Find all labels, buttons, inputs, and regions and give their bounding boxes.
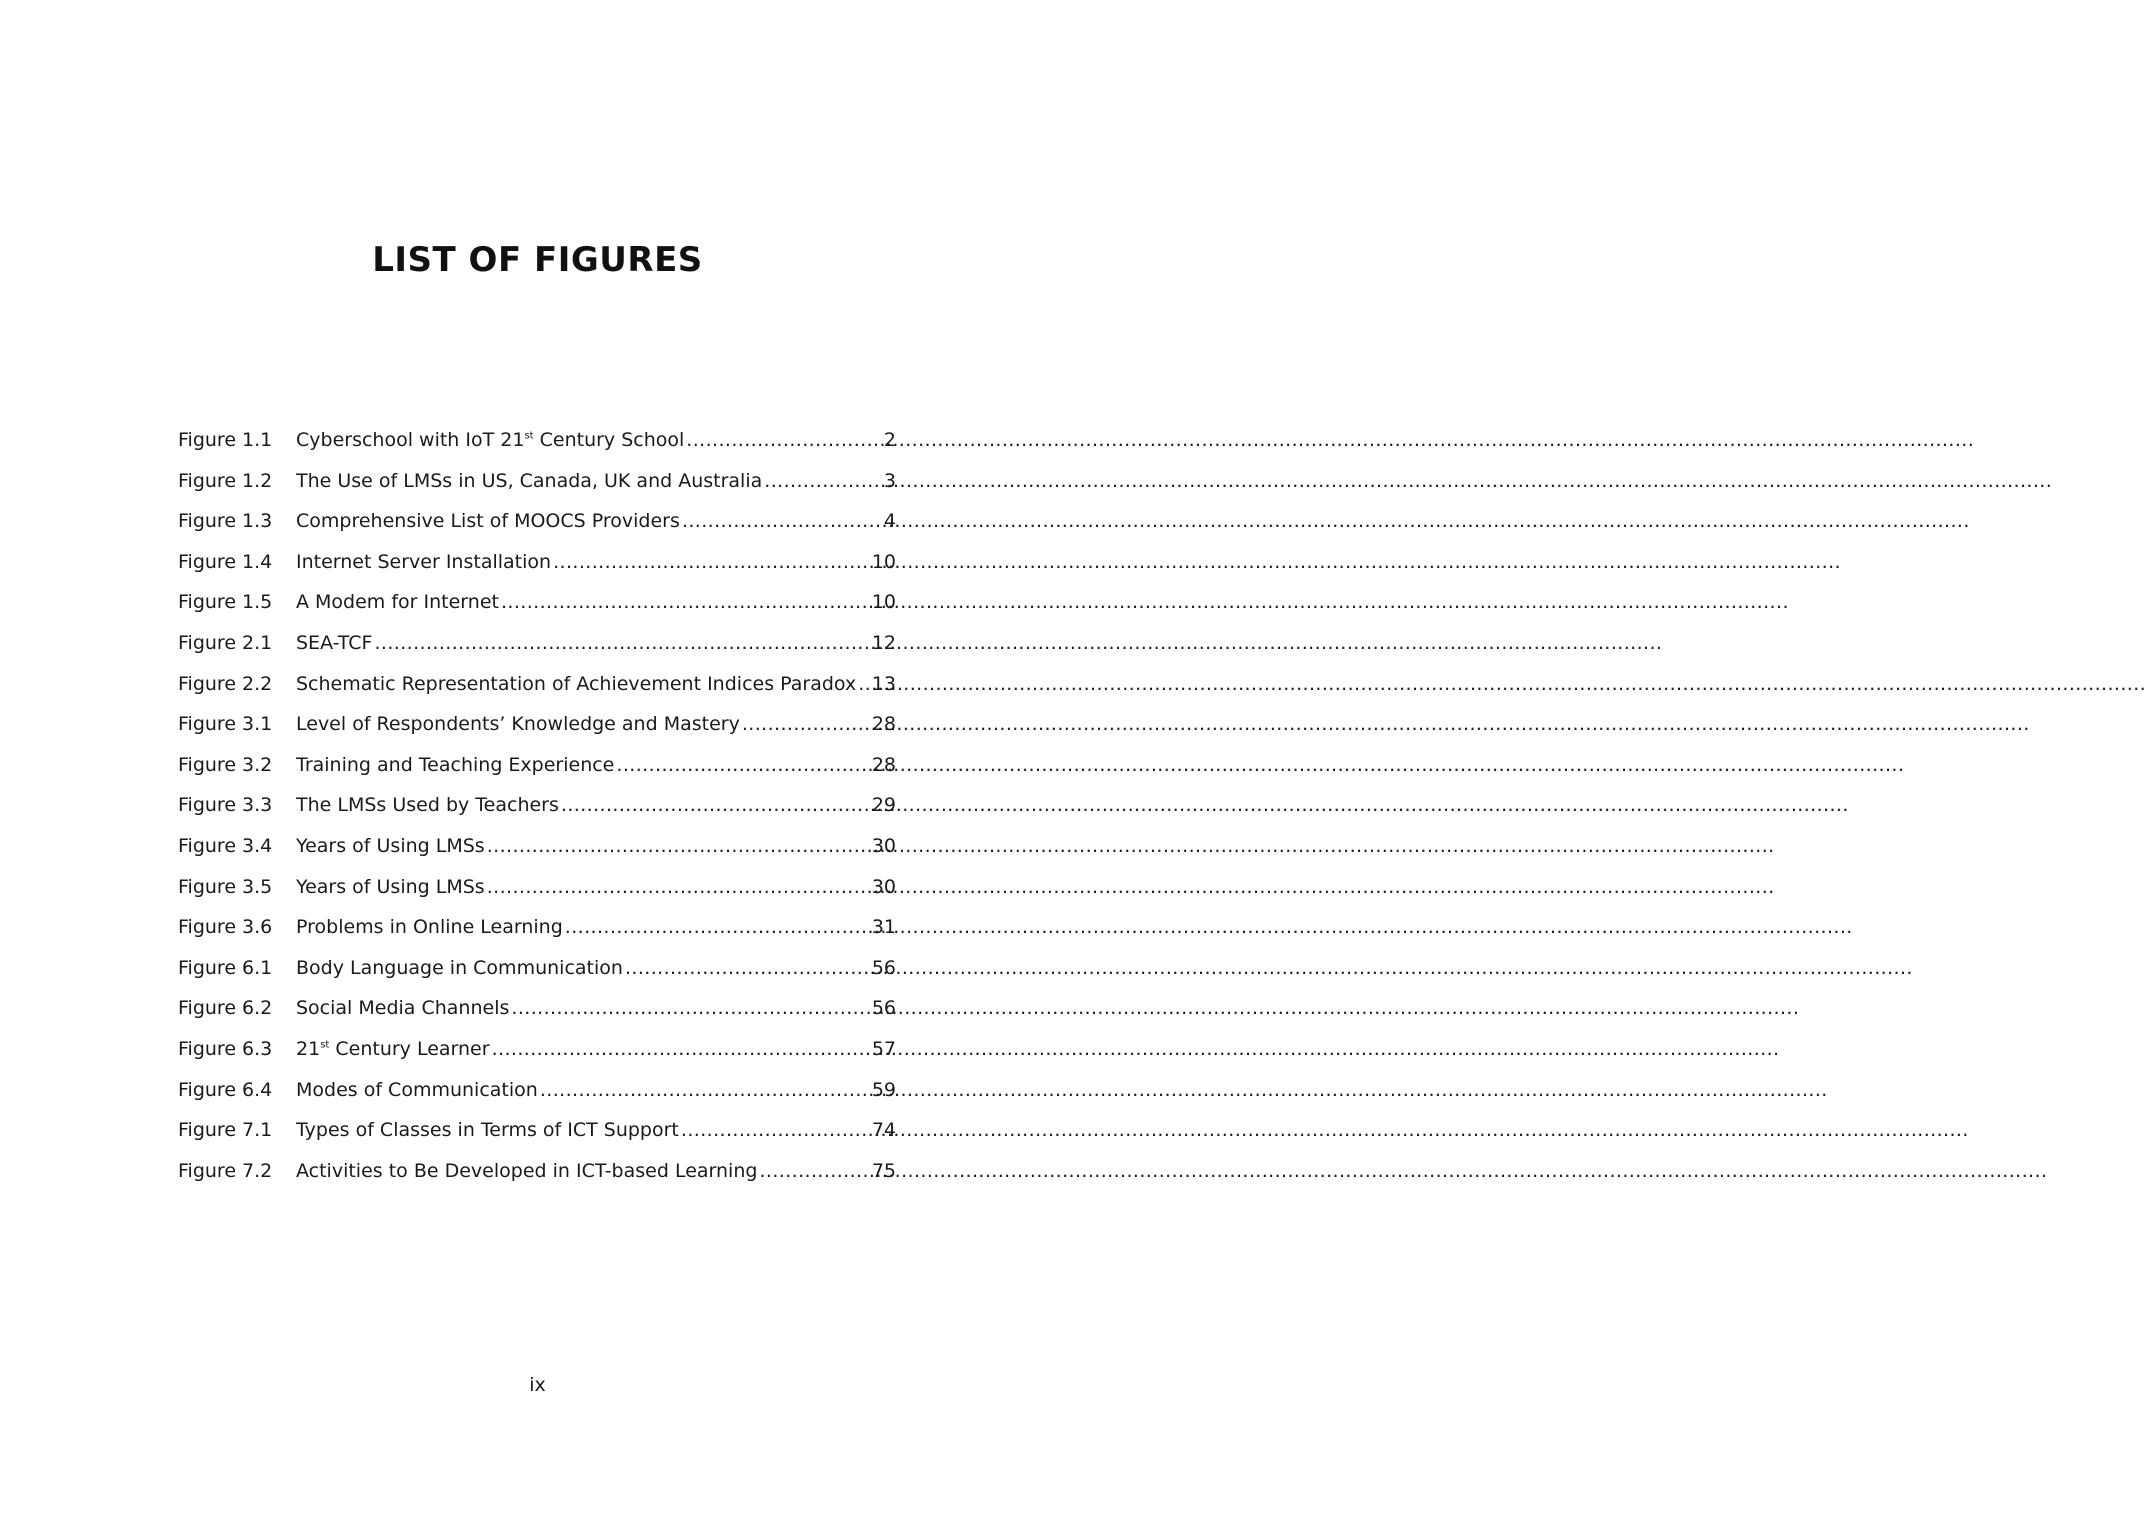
figure-entry[interactable] [178,542,896,583]
figure-page-number: 13 [871,672,896,695]
figure-label: Figure 2.2 [178,672,273,695]
dot-leader [487,826,870,867]
figure-title-text: Century Learner [329,1037,490,1060]
figure-page-number: 29 [871,794,896,817]
figure-title [296,745,614,786]
figure-page-number: 56 [871,997,896,1020]
figure-title-text: Body Language in Communication [296,956,623,979]
figure-title-text: The Use of LMSs in US, Canada, UK and Australia [296,469,763,492]
figure-title-text: Cyberschool with IoT 21 [296,429,525,451]
figure-title [296,542,551,583]
dot-leader [374,623,869,664]
figure-entry[interactable] [178,1070,896,1111]
figure-label: Figure 2.1 [178,631,273,654]
figure-list [178,420,896,1191]
dot-leader [759,1151,869,1192]
dot-leader [681,1110,870,1151]
figure-title-text: Training and Teaching Experience [296,753,615,776]
figure-label: Figure 1.4 [178,550,273,573]
figure-page-number: 74 [871,1119,896,1142]
ordinal-superscript: st [320,1039,330,1051]
dot-leader [682,501,882,542]
figure-label: Figure 3.5 [178,875,273,898]
figure-entry[interactable] [178,501,896,542]
dot-leader [553,542,870,583]
figure-label: Figure 3.6 [178,916,273,939]
figure-title [296,420,684,461]
figure-page-number: 10 [871,550,896,573]
figure-page-number: 30 [871,875,896,898]
figure-page-number: 28 [871,713,896,736]
figure-entry[interactable] [178,704,896,745]
figure-title-text: Level of Respondents’ Knowledge and Mastery [296,713,740,736]
figure-entry[interactable] [178,948,896,989]
figure-title [296,907,563,948]
figure-title-text: Years of Using LMSs [296,875,485,898]
dot-leader [625,948,870,989]
figure-title [296,988,509,1029]
figure-label: Figure 3.1 [178,713,273,736]
figure-title [296,826,485,867]
figure-title [296,867,485,908]
figure-title [296,461,762,502]
figure-page-number: 4 [883,510,896,533]
figure-title [296,1151,757,1192]
dot-leader [858,664,870,705]
figure-entry[interactable] [178,745,896,786]
page-title: LIST OF FIGURES [372,240,703,280]
figure-page-number: 3 [883,469,896,492]
dot-leader [742,704,870,745]
figure-title-text: SEA-TCF [296,631,373,654]
figure-title-text: Types of Classes in Terms of ICT Support [296,1119,679,1142]
figure-title-text: Internet Server Installation [296,550,552,573]
dot-leader [492,1029,870,1070]
figure-title-text: Activities to Be Developed in ICT-based Learning [296,1159,758,1182]
figure-title [296,1070,538,1111]
dot-leader [501,582,870,623]
figure-title-text: Modes of Communication [296,1078,538,1101]
figure-entry[interactable] [178,461,896,502]
dot-leader [686,420,882,461]
figure-label: Figure 7.1 [178,1119,273,1142]
figure-title [296,785,559,826]
figure-title [296,582,499,623]
figure-title-text: Comprehensive List of MOOCS Providers [296,510,680,533]
figure-entry[interactable] [178,1029,896,1070]
figure-page-number: 59 [871,1078,896,1101]
figure-title-text: Social Media Channels [296,997,510,1020]
figure-page-number: 28 [871,753,896,776]
figure-label: Figure 3.2 [178,753,273,776]
figure-title-text: Century School [533,429,685,451]
figure-label: Figure 3.4 [178,834,273,857]
figure-page-number: 57 [871,1037,896,1060]
figure-page-number: 56 [871,956,896,979]
figure-entry[interactable] [178,664,896,705]
dot-leader [561,785,870,826]
figure-entry[interactable] [178,907,896,948]
figure-entry[interactable] [178,988,896,1029]
figure-entry[interactable] [178,1151,896,1192]
figure-page-number: 10 [871,591,896,614]
figure-title [296,1110,679,1151]
figure-entry[interactable] [178,623,896,664]
figure-page-number: 30 [871,834,896,857]
figure-title [296,623,372,664]
ordinal-superscript: st [524,430,534,442]
figure-label: Figure 3.3 [178,794,273,817]
figure-label: Figure 6.3 [178,1037,273,1060]
figure-entry[interactable] [178,867,896,908]
figure-entry[interactable] [178,1110,896,1151]
dot-leader [511,988,869,1029]
figure-title [296,664,856,705]
figure-label: Figure 1.1 [178,429,273,451]
figure-title-text: 21 [296,1037,321,1060]
figure-title-text: Years of Using LMSs [296,834,485,857]
figure-label: Figure 6.4 [178,1078,273,1101]
figure-page-number: 2 [883,429,896,451]
figure-page-number: 75 [871,1159,896,1182]
figure-label: Figure 7.2 [178,1159,273,1182]
figure-title-text: Problems in Online Learning [296,916,563,939]
figure-entry[interactable] [178,582,896,623]
dot-leader [616,745,869,786]
figure-page-number: 31 [871,916,896,939]
dot-leader [565,907,870,948]
figure-title-text: The LMSs Used by Teachers [296,794,559,817]
figure-label: Figure 6.2 [178,997,273,1020]
figure-title [296,704,740,745]
figure-label: Figure 1.2 [178,469,273,492]
figure-label: Figure 1.5 [178,591,273,614]
figure-title-text: A Modem for Internet [296,591,499,614]
figure-entry[interactable] [178,785,896,826]
figure-entry[interactable] [178,826,896,867]
figure-entry[interactable] [178,420,896,461]
figure-title-text: Schematic Representation of Achievement Indices Paradox [296,672,857,695]
figure-title [296,948,623,989]
figure-label: Figure 1.3 [178,510,273,533]
dot-leader [540,1070,870,1111]
figure-page-number: 12 [871,631,896,654]
figure-title [296,501,680,542]
figure-label: Figure 6.1 [178,956,273,979]
dot-leader [764,461,882,502]
page-number: ix [529,1374,546,1396]
figure-title [296,1029,490,1070]
dot-leader [487,867,870,908]
